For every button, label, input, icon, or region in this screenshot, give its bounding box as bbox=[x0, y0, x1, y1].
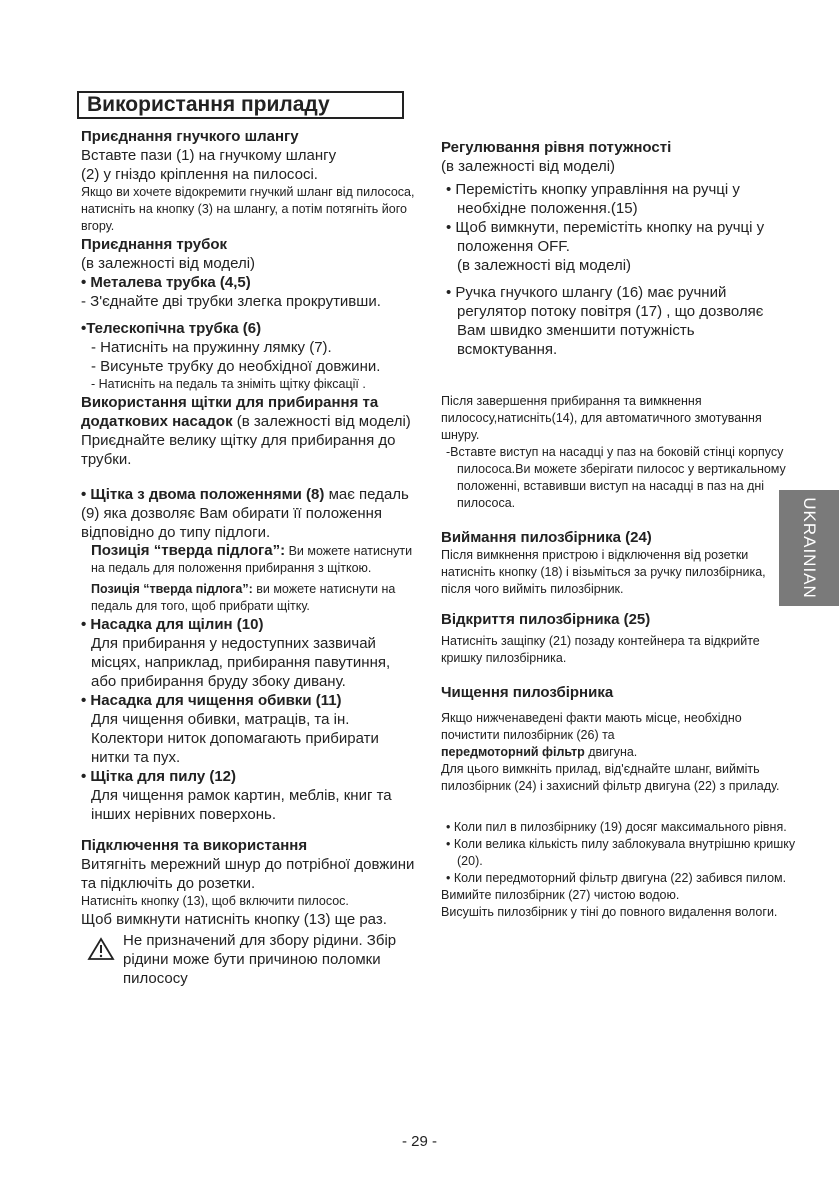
power-model-note: (в залежності від моделі) bbox=[441, 158, 616, 175]
pre-motor-filter-label: передмоторний фільтр bbox=[441, 745, 585, 759]
language-tab bbox=[779, 490, 839, 606]
hard-floor-text-2: ви можете натиснути на педаль для того, щоб прибрати щітку. bbox=[91, 582, 396, 613]
dust-brush-heading: • Щітка для пилу (12) bbox=[81, 768, 237, 785]
metal-tube-text: - З'єднайте дві трубки злегка прокрутивши. bbox=[81, 293, 381, 310]
metal-tube-heading: • Металева трубка (4,5) bbox=[81, 274, 251, 291]
hard-floor-heading-2: Позиція “тверда підлога”: bbox=[91, 582, 253, 596]
hard-floor-heading-1: Позиція “тверда підлога”: bbox=[91, 542, 286, 559]
hard-floor-position-2 bbox=[81, 581, 417, 615]
dual-brush-text: має педаль (9) яка дозволяє Вам обирати її положення відповідно до типу підлоги. bbox=[81, 486, 409, 541]
wash-text: Вимийте пилозбірник (27) чистою водою. bbox=[441, 888, 680, 902]
warning-text: Не призначений для збору рідини. Збір рідини може бути причиною поломки пилососу bbox=[123, 932, 397, 987]
open-dustbin-text: Натисніть защіпку (21) позаду контейнера та відкрийте кришку пилозбірника. bbox=[441, 634, 760, 665]
clean-text-1: Якщо нижченаведені факти мають місце, необхідно почистити пилозбірник (26) та bbox=[441, 711, 742, 742]
clean-text-3: Для цього вимкніть прилад, від'єднайте шланг, вийміть пилозбірник (24) і захисний фільтр двигуна (22) з приладу. bbox=[441, 762, 780, 793]
clean-bullet-1: • Коли пил в пилозбірнику (19) досяг максимального рівня. bbox=[446, 820, 787, 834]
hard-floor-position-1 bbox=[81, 542, 417, 577]
telescopic-tube-heading: •Телескопічна трубка (6) bbox=[81, 320, 262, 337]
power-bullet-2: • Щоб вимкнути, перемістіть кнопку на ручці у положення OFF. bbox=[446, 219, 765, 255]
dual-brush-item bbox=[81, 485, 417, 542]
connect-on-text: Натисніть кнопку (13), щоб включити пилосос. bbox=[81, 894, 349, 908]
upholstery-heading: • Насадка для чищення обивки (11) bbox=[81, 692, 342, 709]
crevice-text: Для прибирання у недоступних зазвичай місцях, наприклад, прибирання павутиння, або прибирання бруду збоку дивану. bbox=[91, 635, 391, 690]
upholstery-text: Для чищення обивки, матраців, та ін. Колектори ниток допомагають прибирати нитки та пух. bbox=[91, 711, 379, 766]
remove-dustbin-text: Після вимкнення пристрою і відключення від розетки натисніть кнопку (18) і візьміться за ручку пилозбірника, після чого вийміть пилозбірник. bbox=[441, 548, 766, 596]
brush-heading bbox=[81, 393, 417, 431]
clean-bullet-3: • Коли передмоторний фільтр двигуна (22) забився пилом. bbox=[446, 871, 787, 885]
telescopic-step-1: - Натисніть на пружинну лямку (7). bbox=[91, 339, 332, 356]
power-heading: Регулювання рівня потужності bbox=[441, 139, 672, 156]
storage-text: -Вставте виступ на насадці у паз на боковій стінці корпусу пилососа.Ви можете зберігати пилосос у вертикальному положенні, вставивши виступ на насадці в паз на дні пилососа. bbox=[446, 445, 786, 510]
connect-off-text: Щоб вимкнути натисніть кнопку (13) ще раз. bbox=[81, 911, 387, 928]
after-cleaning-text: Після завершення прибирання та вимкнення пилососу,натисніть(14), для автоматичного змотування шнуру. bbox=[441, 394, 762, 442]
dust-brush-text: Для чищення рамок картин, меблів, книг та інших нерівних поверхонь. bbox=[91, 787, 392, 823]
hose-detach-text: Якщо ви хочете відокремити гнучкий шланг від пилососа, натисніть на кнопку (3) на шлангу, а потім потягніть його вгору. bbox=[81, 185, 415, 233]
telescopic-step-3: - Натисніть на педаль та зніміть щітку фіксації . bbox=[91, 377, 366, 391]
power-bullet-2-note: (в залежності від моделі) bbox=[457, 257, 632, 274]
clean-bullet-2: • Коли велика кількість пилу заблокувала внутрішню кришку (20). bbox=[446, 837, 796, 868]
page-number: - 29 - bbox=[401, 1133, 437, 1150]
power-bullet-1: • Перемістіть кнопку управління на ручці у необхідне положення.(15) bbox=[446, 181, 740, 217]
clean-dustbin-heading: Чищення пилозбірника bbox=[441, 684, 614, 701]
connect-heading: Підключення та використання bbox=[81, 837, 308, 854]
warning-block bbox=[81, 931, 417, 988]
clean-text-2 bbox=[441, 744, 796, 761]
left-column bbox=[81, 127, 417, 988]
right-column bbox=[441, 138, 796, 921]
brush-heading-bold: Використання щітки для прибирання та додаткових насадок bbox=[81, 394, 379, 430]
brush-attach-text: Приєднайте велику щітку для прибирання до трубки. bbox=[81, 432, 396, 468]
dual-brush-heading: • Щітка з двома положеннями (8) bbox=[81, 486, 325, 503]
warning-icon bbox=[87, 937, 115, 961]
hose-heading: Приєднання гнучкого шлангу bbox=[81, 128, 299, 145]
dry-text: Висушіть пилозбірник у тіні до повного видалення вологи. bbox=[441, 905, 778, 919]
tubes-model-note: (в залежності від моделі) bbox=[81, 255, 256, 272]
hard-floor-text-1: Ви можете натиснути на педаль для положення прибирання з щіткою. bbox=[91, 544, 413, 575]
open-dustbin-heading: Відкриття пилозбірника (25) bbox=[441, 611, 651, 628]
hose-line-2: (2) у гніздо кріплення на пилососі. bbox=[81, 166, 318, 183]
crevice-heading: • Насадка для щілин (10) bbox=[81, 616, 264, 633]
clean-text-2-rest: двигуна. bbox=[584, 745, 638, 759]
power-bullet-3: • Ручка гнучкого шлангу (16) має ручний регулятор потоку повітря (17) , що дозволяє Вам швидко зменшити потужність всмоктування. bbox=[446, 284, 764, 358]
connect-text: Витягніть мережний шнур до потрібної довжини та підключіть до розетки. bbox=[81, 856, 415, 892]
language-tab-label: UKRAINIAN bbox=[800, 497, 820, 599]
tubes-heading: Приєднання трубок bbox=[81, 236, 228, 253]
remove-dustbin-heading: Виймання пилозбірника (24) bbox=[441, 529, 652, 546]
telescopic-step-2: - Висуньте трубку до необхідної довжини. bbox=[91, 358, 381, 375]
brush-heading-note: (в залежності від моделі) bbox=[232, 413, 411, 430]
section-title: Використання приладу bbox=[77, 91, 404, 119]
hose-line-1: Вставте пази (1) на гнучкому шлангу bbox=[81, 147, 337, 164]
